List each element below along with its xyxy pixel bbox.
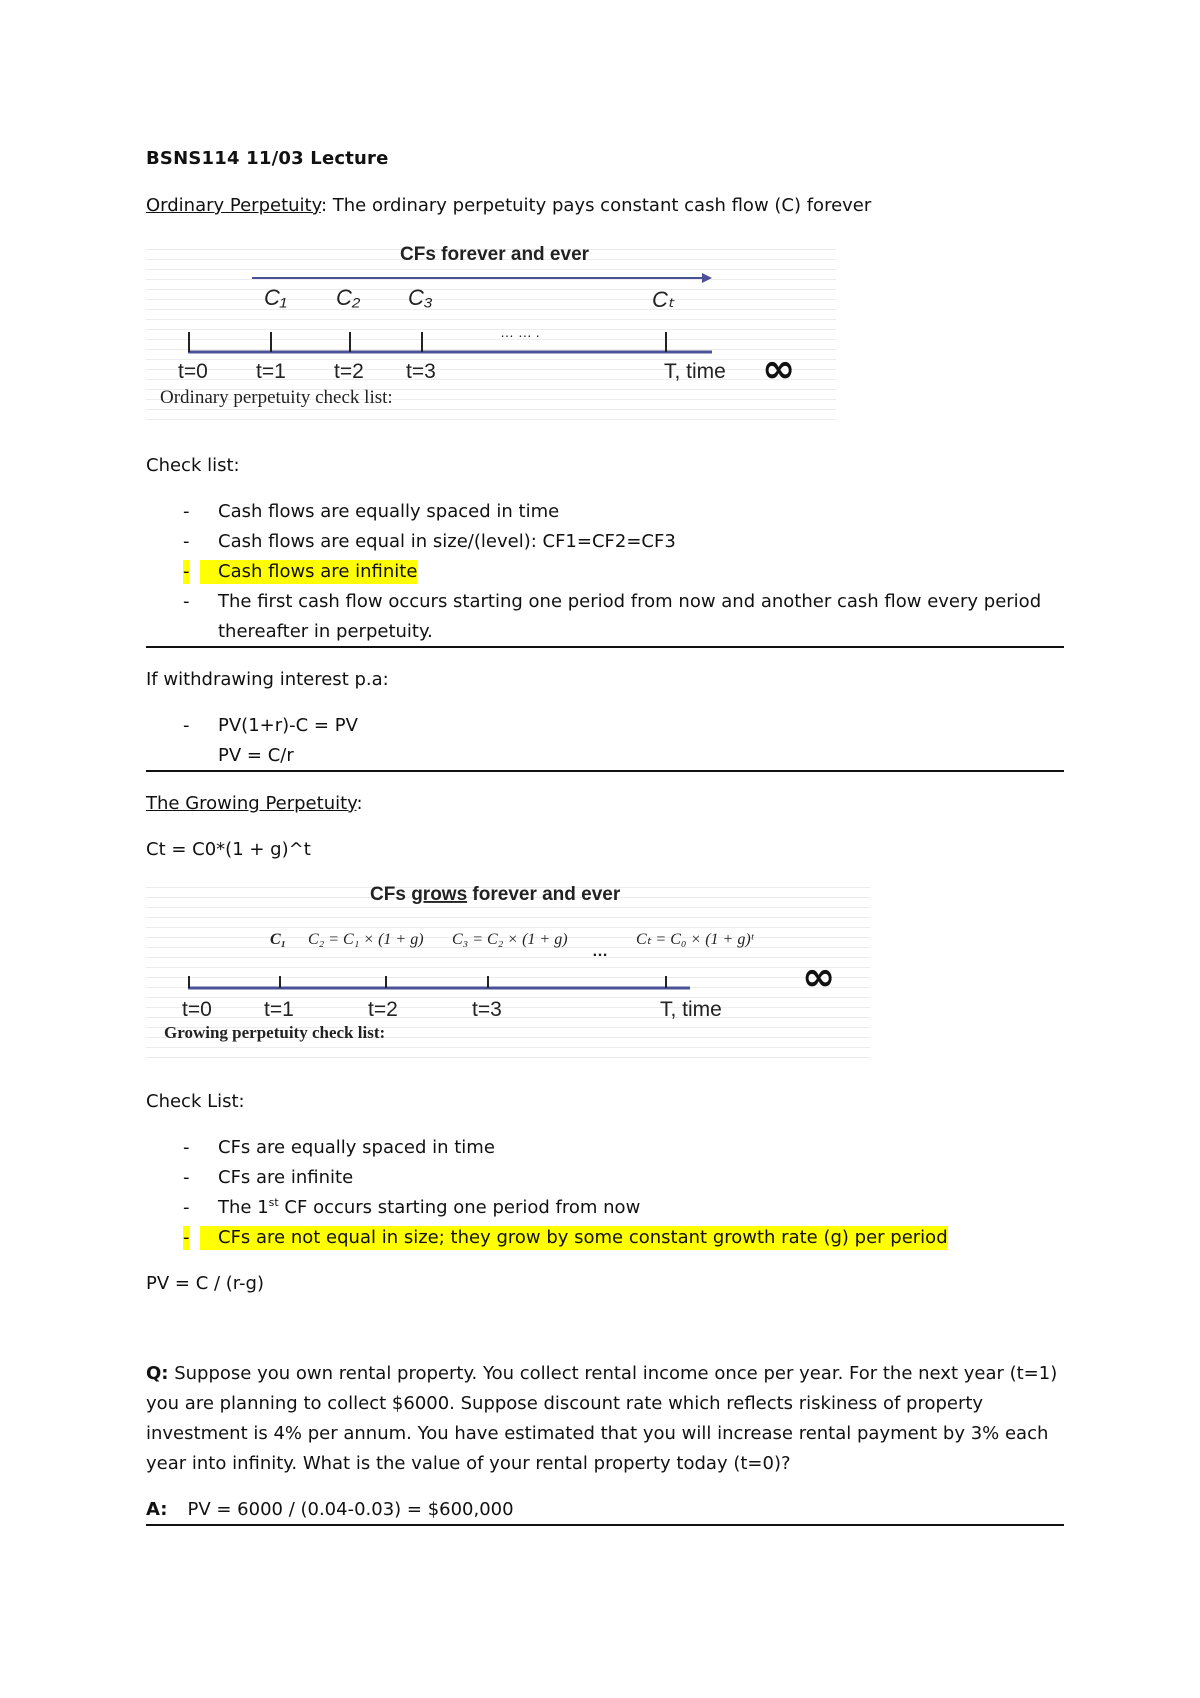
tick-label-2: t=2 — [368, 998, 398, 1021]
page-title: BSNS114 11/03 Lecture — [146, 148, 389, 169]
ordinary-heading-line — [146, 194, 871, 218]
cf-label-3: C₃ — [408, 285, 433, 310]
tick-label-t: T, time — [664, 360, 726, 383]
cf-label-2: C₂ — [336, 285, 361, 310]
tick-label-3: t=3 — [406, 360, 436, 383]
list-item-text: thereafter in perpetuity. — [218, 621, 433, 642]
ellipsis: … — [592, 943, 608, 960]
cf-label-3: C₃ = C₂ × (1 + g) — [452, 931, 568, 948]
bullet-dash: - — [183, 1197, 190, 1218]
list-item-text: Cash flows are equal in size/(level): CF1=CF2=CF3 — [218, 531, 676, 552]
ordinary-perpetuity-figure — [146, 240, 836, 426]
bullet-dash: - — [183, 501, 190, 522]
list-item-text: The 1st CF occurs starting one period from now — [218, 1196, 641, 1218]
bullet-dash: - — [183, 591, 190, 612]
checklist-label: Check list: — [146, 455, 240, 476]
tick-label-0: t=0 — [178, 360, 208, 383]
cf-label-1: C₁ — [270, 931, 287, 948]
divider — [146, 646, 1064, 648]
growing-perpetuity-figure — [146, 878, 870, 1064]
bullet-dash: - — [183, 1167, 190, 1188]
cf-label-1: C₁ — [264, 285, 287, 310]
tick-label-1: t=1 — [256, 360, 286, 383]
question-line-1: Q: Suppose you own rental property. You collect rental income once per year. For the next year (t=1) — [146, 1363, 1058, 1384]
question-line-4: year into infinity. What is the value of your rental property today (t=0)? — [146, 1453, 791, 1474]
figure-caption-top: CFs forever and ever — [400, 244, 590, 265]
figure-caption-checklist: Growing perpetuity check list: — [164, 1023, 386, 1042]
ordinary-timeline-diagram — [146, 240, 836, 426]
ordinary-heading-suffix: : The ordinary perpetuity pays constant cash flow (C) forever — [320, 195, 872, 216]
ellipsis: … … . — [500, 324, 540, 340]
bullet-dash: - — [183, 561, 190, 582]
question-label: Q: — [146, 1363, 169, 1384]
list-item-text: The first cash flow occurs starting one period from now and another cash flow every period — [218, 591, 1042, 612]
formula-1: PV(1+r)-C = PV — [218, 715, 358, 736]
answer-line — [146, 1498, 514, 1522]
bullet-dash: - — [183, 1227, 190, 1248]
figure-caption-top: CFs grows forever and ever — [370, 884, 621, 905]
tick-label-t: T, time — [660, 998, 722, 1021]
cf-label-2: C₂ = C₁ × (1 + g) — [308, 931, 424, 948]
tick-label-2: t=2 — [334, 360, 364, 383]
bullet-dash: - — [183, 531, 190, 552]
list-item-text: CFs are not equal in size; they grow by some constant growth rate (g) per period — [200, 1226, 948, 1250]
cf-label-t: Cₜ = C₀ × (1 + g)ᵗ — [636, 931, 754, 948]
divider — [146, 1524, 1064, 1526]
growing-timeline-diagram — [146, 878, 870, 1064]
pv-growing-formula: PV = C / (r-g) — [146, 1273, 264, 1294]
interest-label: If withdrawing interest p.a: — [146, 669, 389, 690]
list-item-text: Cash flows are infinite — [200, 560, 417, 584]
cf-label-t: Cₜ — [652, 287, 675, 312]
growing-heading-line — [146, 792, 363, 816]
bullet-dash: - — [183, 1137, 190, 1158]
list-item-text: CFs are infinite — [218, 1167, 354, 1188]
bullet-dash: - — [183, 715, 190, 736]
answer-label: A: — [146, 1499, 168, 1520]
ct-formula: Ct = C0*(1 + g)^t — [146, 839, 311, 860]
formula-2: PV = C/r — [218, 745, 294, 766]
tick-label-0: t=0 — [182, 998, 212, 1021]
infinity-icon: ∞ — [802, 954, 836, 1000]
figure-caption-checklist: Ordinary perpetuity check list: — [160, 387, 393, 408]
growing-heading-suffix: : — [356, 793, 363, 814]
infinity-icon: ∞ — [762, 346, 796, 392]
list-item-text: CFs are equally spaced in time — [218, 1137, 495, 1158]
tick-label-3: t=3 — [472, 998, 502, 1021]
tick-label-1: t=1 — [264, 998, 294, 1021]
answer-text: PV = 6000 / (0.04-0.03) = $600,000 — [187, 1499, 514, 1520]
question-line-2: you are planning to collect $6000. Suppose discount rate which reflects riskiness of property — [146, 1393, 984, 1414]
list-item-text: Cash flows are equally spaced in time — [218, 501, 560, 522]
growing-heading: The Growing Perpetuity — [146, 793, 357, 814]
arrow-head — [702, 273, 712, 283]
ordinary-heading: Ordinary Perpetuity — [146, 195, 321, 216]
question-line-3: investment is 4% per annum. You have estimated that you will increase rental payment by 3% each — [146, 1423, 1049, 1444]
divider — [146, 770, 1064, 772]
growing-checklist-label: Check List: — [146, 1091, 245, 1112]
